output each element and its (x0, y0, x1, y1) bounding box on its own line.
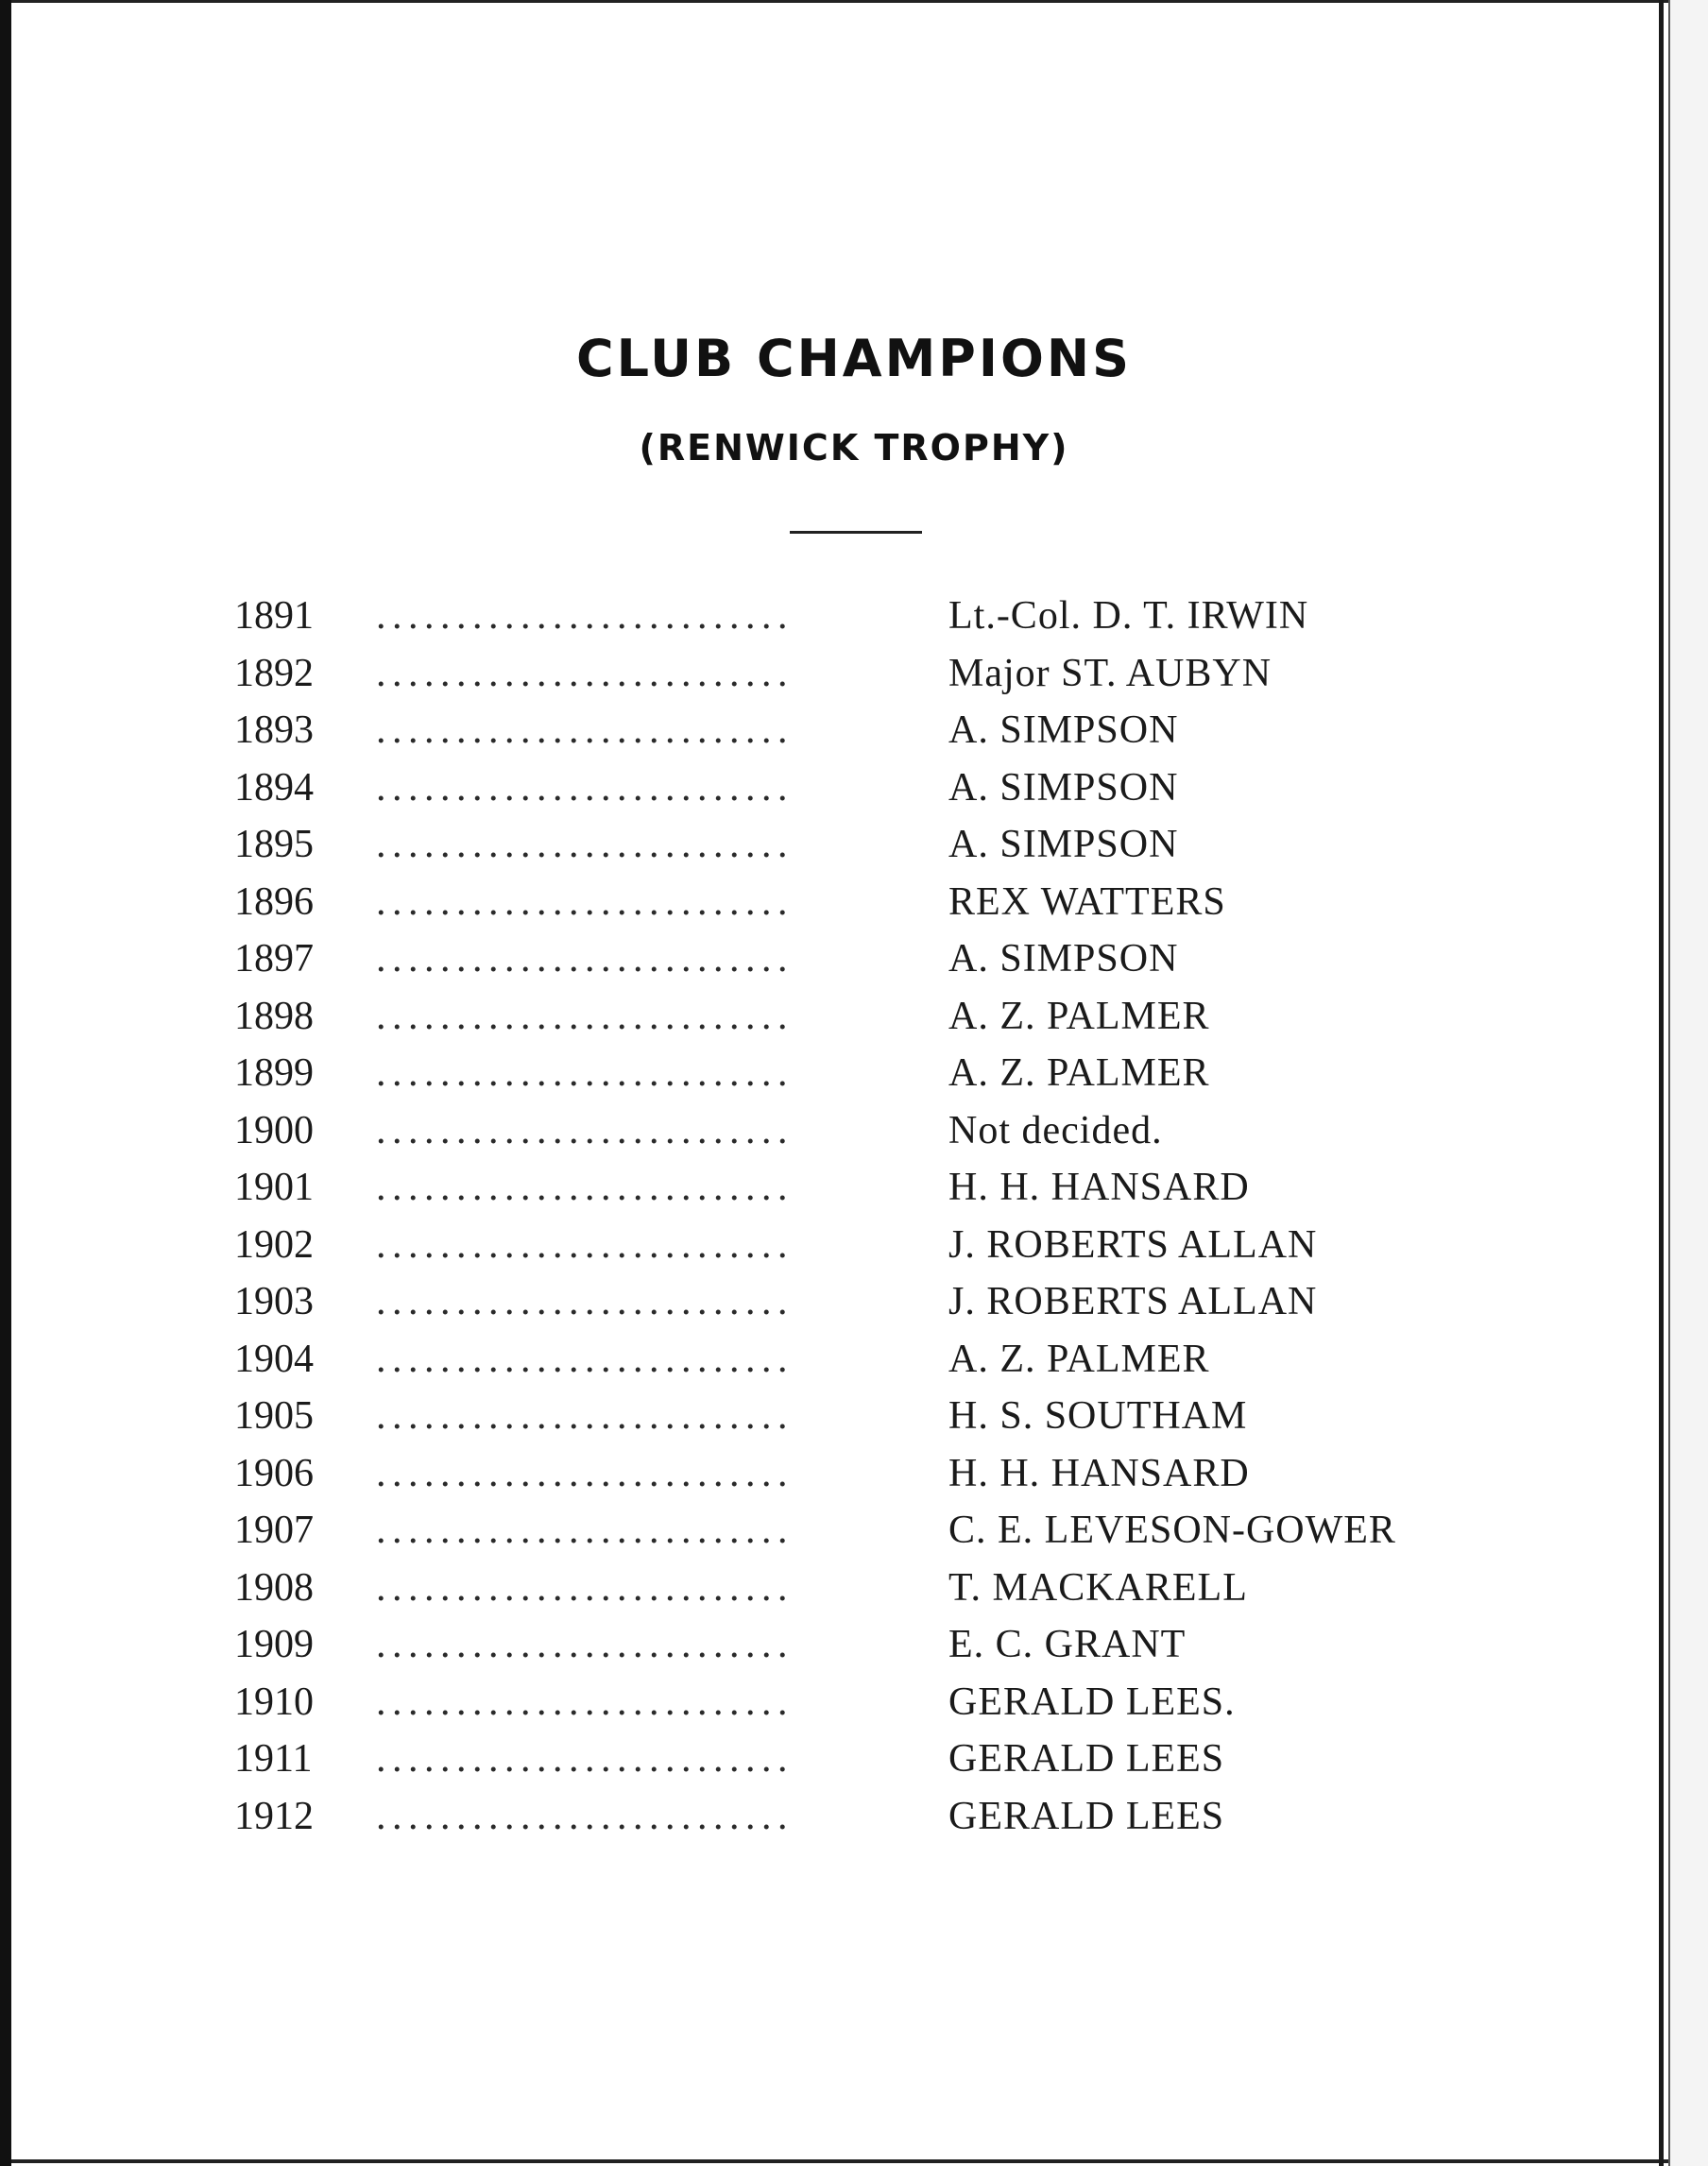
champion-year: 1898 (234, 994, 314, 1038)
champion-row (0, 1731, 1708, 1788)
champion-row (0, 930, 1708, 988)
champion-name: Not decided. (948, 1108, 1163, 1152)
champion-year: 1892 (234, 651, 314, 695)
champion-name: REX WATTERS (948, 879, 1226, 924)
champion-name: E. C. GRANT (948, 1623, 1187, 1666)
champion-row (0, 1788, 1708, 1846)
champion-row (0, 1445, 1708, 1503)
page-title: CLUB CHAMPIONS (576, 329, 1132, 388)
champion-row (0, 1159, 1708, 1217)
champion-row (0, 874, 1708, 931)
champion-name: C. E. LEVESON-GOWER (948, 1509, 1396, 1552)
dot-leader: .......................... (376, 708, 794, 752)
champion-row (0, 1102, 1708, 1160)
dot-leader: .......................... (376, 1051, 794, 1095)
dot-leader: .......................... (376, 1222, 794, 1267)
dot-leader: .......................... (376, 1680, 794, 1724)
champion-year: 1910 (234, 1680, 314, 1724)
champion-year: 1897 (234, 937, 314, 981)
page-border-top (11, 0, 1708, 3)
champions-list (0, 588, 1708, 1845)
champion-row (0, 1331, 1708, 1389)
champion-name: J. ROBERTS ALLAN (948, 1222, 1318, 1267)
champion-row (0, 816, 1708, 874)
champion-year: 1911 (234, 1737, 313, 1781)
dot-leader: .......................... (376, 1337, 794, 1381)
champion-name: GERALD LEES (948, 1794, 1225, 1838)
page-border-bottom (11, 2159, 1702, 2163)
dot-leader: .......................... (376, 1623, 794, 1666)
champion-name: Major ST. AUBYN (948, 651, 1272, 695)
champion-row (0, 1217, 1708, 1274)
champion-name: Lt.-Col. D. T. IRWIN (948, 594, 1309, 638)
champion-year: 1902 (234, 1222, 314, 1267)
champion-row (0, 988, 1708, 1046)
dot-leader: .......................... (376, 1280, 794, 1323)
champion-year: 1895 (234, 823, 314, 866)
champion-name: GERALD LEES. (948, 1680, 1236, 1724)
champion-row (0, 702, 1708, 759)
champion-year: 1894 (234, 765, 314, 810)
champion-name: A. SIMPSON (948, 823, 1179, 866)
champion-row (0, 1388, 1708, 1445)
dot-leader: .......................... (376, 765, 794, 810)
champion-name: A. Z. PALMER (948, 994, 1210, 1038)
champion-year: 1908 (234, 1565, 314, 1610)
champion-name: H. H. HANSARD (948, 1451, 1250, 1495)
title-divider (790, 531, 922, 534)
champion-name: A. Z. PALMER (948, 1337, 1210, 1381)
dot-leader: .......................... (376, 1166, 794, 1209)
champion-row (0, 645, 1708, 703)
champion-row (0, 1616, 1708, 1674)
dot-leader: .......................... (376, 1794, 794, 1838)
dot-leader: .......................... (376, 1737, 794, 1781)
champion-year: 1904 (234, 1337, 314, 1381)
champion-year: 1900 (234, 1108, 314, 1152)
champion-name: T. MACKARELL (948, 1565, 1248, 1610)
dot-leader: .......................... (376, 594, 794, 638)
champion-name: H. H. HANSARD (948, 1166, 1250, 1209)
dot-leader: .......................... (376, 994, 794, 1038)
champion-name: A. SIMPSON (948, 708, 1179, 752)
dot-leader: .......................... (376, 879, 794, 924)
champion-row (0, 588, 1708, 645)
champion-name: A. SIMPSON (948, 937, 1179, 981)
dot-leader: .......................... (376, 1394, 794, 1438)
champion-name: A. SIMPSON (948, 765, 1179, 810)
page-subtitle: (RENWICK TROPHY) (639, 427, 1069, 469)
champion-year: 1912 (234, 1794, 314, 1838)
champion-row (0, 1502, 1708, 1560)
champion-row (0, 1045, 1708, 1102)
dot-leader: .......................... (376, 651, 794, 695)
dot-leader: .......................... (376, 937, 794, 981)
dot-leader: .......................... (376, 823, 794, 866)
champion-year: 1906 (234, 1451, 314, 1495)
champion-row (0, 1273, 1708, 1331)
champion-year: 1907 (234, 1509, 314, 1552)
champion-name: H. S. SOUTHAM (948, 1394, 1248, 1438)
champion-year: 1909 (234, 1623, 314, 1666)
champion-year: 1901 (234, 1166, 314, 1209)
champion-name: GERALD LEES (948, 1737, 1225, 1781)
champion-row (0, 759, 1708, 817)
champion-year: 1905 (234, 1394, 314, 1438)
champion-name: J. ROBERTS ALLAN (948, 1280, 1318, 1323)
dot-leader: .......................... (376, 1509, 794, 1552)
champion-year: 1903 (234, 1280, 314, 1323)
dot-leader: .......................... (376, 1108, 794, 1152)
champion-row (0, 1674, 1708, 1731)
dot-leader: .......................... (376, 1451, 794, 1495)
champion-name: A. Z. PALMER (948, 1051, 1210, 1095)
champion-year: 1891 (234, 594, 314, 638)
champion-year: 1899 (234, 1051, 314, 1095)
dot-leader: .......................... (376, 1565, 794, 1610)
champion-year: 1893 (234, 708, 314, 752)
champion-row (0, 1560, 1708, 1617)
champion-year: 1896 (234, 879, 314, 924)
